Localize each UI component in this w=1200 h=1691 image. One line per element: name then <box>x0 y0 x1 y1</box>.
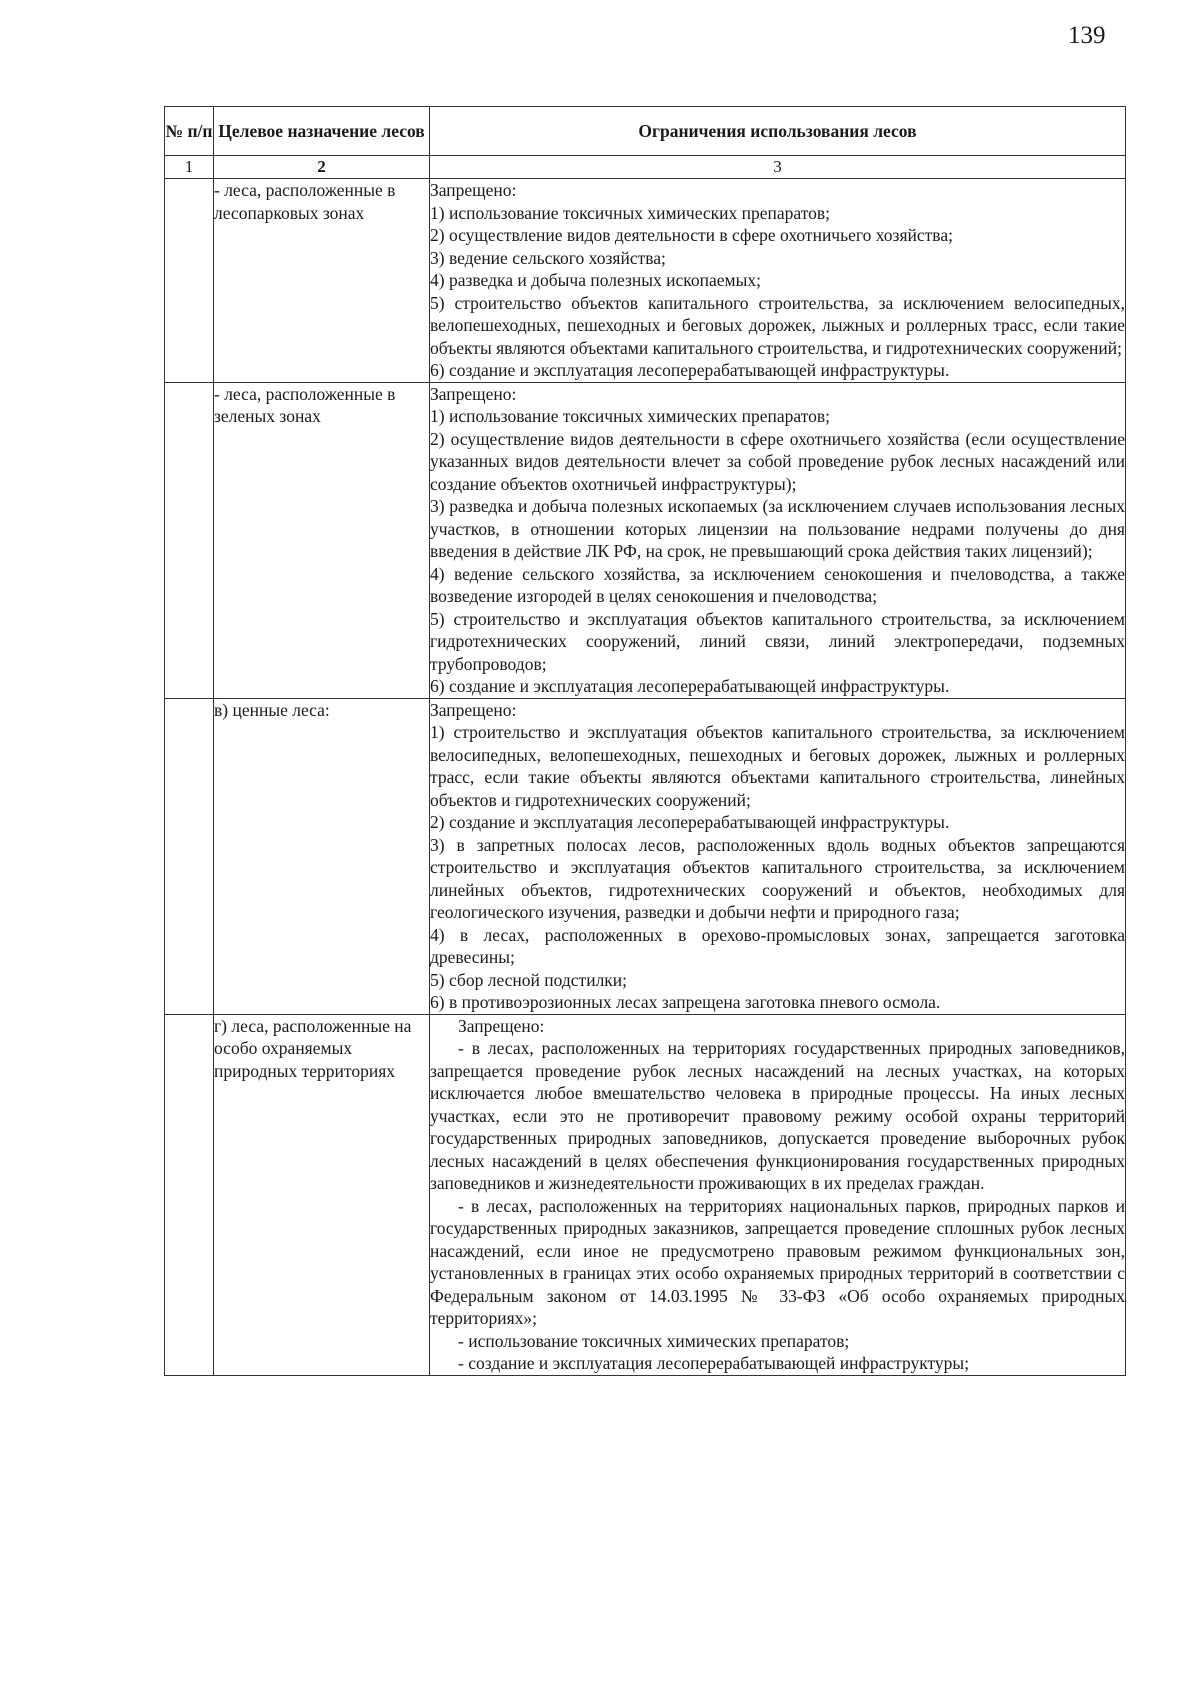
column-number: 3 <box>430 156 1126 179</box>
table-row <box>165 1014 1126 1375</box>
table-row <box>165 179 1126 383</box>
page-number: 139 <box>1068 22 1106 49</box>
restriction-item: - создание и эксплуатация лесоперерабатывающей инфраструктуры; <box>458 1353 970 1373</box>
restriction-item: Запрещено: <box>430 383 517 404</box>
header-purpose: Целевое назначение лесов <box>214 107 430 156</box>
restriction-item: Запрещено: <box>430 699 517 720</box>
restriction-item: 5) сбор лесной подстилки; <box>430 969 628 990</box>
restrictions-cell <box>430 382 1126 698</box>
restriction-item: 2) осуществление видов деятельности в сфере охотничьего хозяйства (если осуществление указанных видов деятельности влечет за собой проведение рубок лесных насаждений или создание объектов охотничьей инфраструктуры); <box>430 428 1125 494</box>
restriction-item: 4) разведка и добыча полезных ископаемых; <box>430 270 761 290</box>
restrictions-cell <box>430 1014 1126 1375</box>
restriction-item: 2) осуществление видов деятельности в сфере охотничьего хозяйства; <box>430 225 953 245</box>
restriction-item: 4) ведение сельского хозяйства, за исключением сенокошения и пчеловодства, а также возведение изгородей в целях сенокошения и пчеловодства; <box>430 563 1125 606</box>
restriction-item: Запрещено: <box>430 180 517 200</box>
purpose-cell: - леса, расположенные в лесопарковых зонах <box>214 179 430 383</box>
purpose-cell: г) леса, расположенные на особо охраняемых природных территориях <box>214 1014 430 1375</box>
restriction-item: - в лесах, расположенных на территориях национальных парков, природных парков и государственных природных заказников, запрещается проведение сплошных рубок лесных насаждений, если иное не предусмотрено правовым режимом функциональных зон, установленных в границах этих особо охраняемых природных территорий в соответствии с Федеральным законом от 14.03.1995 № 33-ФЗ «Об особо охраняемых природных территориях»; <box>430 1195 1125 1328</box>
restriction-item: 6) в противоэрозионных лесах запрещена заготовка пневого осмола. <box>430 992 941 1012</box>
restriction-item: 4) в лесах, расположенных в орехово-промысловых зонах, запрещается заготовка древесины; <box>430 924 1125 967</box>
restriction-item: - в лесах, расположенных на территориях государственных природных заповедников, запрещается проведение рубок лесных насаждений на лесных участках, на которых исключается любое вмешательство человека в природные процессы. На иных лесных участках, если это не противоречит правовому режиму особой охраны территорий государственных природных заповедников, допускается проведение выборочных рубок лесных насаждений в целях обеспечения функционирования государственных природных заповедников и жизнедеятельности проживающих в их пределах граждан. <box>430 1038 1125 1193</box>
column-number-row <box>165 156 1126 179</box>
column-number: 1 <box>165 156 214 179</box>
restriction-item: 6) создание и эксплуатация лесоперерабатывающей инфраструктуры. <box>430 360 950 380</box>
row-number-cell <box>165 1014 214 1375</box>
restriction-item: 1) использование токсичных химических препаратов; <box>430 406 831 426</box>
restriction-item: 3) ведение сельского хозяйства; <box>430 247 666 268</box>
restrictions-cell <box>430 179 1126 383</box>
purpose-cell: в) ценные леса: <box>214 698 430 1014</box>
restriction-item: 5) строительство объектов капитального строительства, за исключением велосипедных, велопешеходных, пешеходных и беговых дорожек, лыжных и роллерных трасс, если такие объекты являются объектами капитального строительства, и гидротехнических сооружений; <box>430 292 1125 358</box>
restriction-item: - использование токсичных химических препаратов; <box>458 1330 850 1351</box>
restrictions-table <box>164 106 1126 1376</box>
restriction-item: 3) разведка и добыча полезных ископаемых (за исключением случаев использования лесных участков, в отношении которых лицензии на пользование недрами получены до дня введения в действие ЛК РФ, на срок, не превышающий срока действия таких лицензий); <box>430 496 1125 561</box>
restriction-item: 3) в запретных полосах лесов, расположенных вдоль водных объектов запрещаются строительство и эксплуатация объектов капитального строительства, за исключением линейных объектов, гидротехнических сооружений и объектов, необходимых для геологического изучения, разведки и добычи нефти и природного газа; <box>430 834 1125 922</box>
table-row <box>165 382 1126 698</box>
column-number: 2 <box>214 156 430 179</box>
restriction-item: 5) строительство и эксплуатация объектов капитального строительства, за исключением гидротехнических сооружений, линий связи, линий электропередачи, подземных трубопроводов; <box>430 608 1125 674</box>
restriction-item: 6) создание и эксплуатация лесоперерабатывающей инфраструктуры. <box>430 676 950 696</box>
header-number: № п/п <box>165 107 214 156</box>
row-number-cell <box>165 179 214 383</box>
restriction-item: 1) использование токсичных химических препаратов; <box>430 202 831 223</box>
restriction-item: Запрещено: <box>458 1015 545 1036</box>
row-number-cell <box>165 382 214 698</box>
header-restrictions: Ограничения использования лесов <box>430 107 1126 156</box>
purpose-cell: - леса, расположенные в зеленых зонах <box>214 382 430 698</box>
restrictions-cell <box>430 698 1126 1014</box>
restriction-item: 1) строительство и эксплуатация объектов капитального строительства, за исключением велосипедных, велопешеходных, пешеходных и беговых дорожек, лыжных и роллерных трасс, если такие объекты являются объектами капитального строительства, линейных объектов и гидротехнических сооружений; <box>430 722 1125 810</box>
table-row <box>165 698 1126 1014</box>
table-header-row <box>165 107 1126 156</box>
row-number-cell <box>165 698 214 1014</box>
restriction-item: 2) создание и эксплуатация лесоперерабатывающей инфраструктуры. <box>430 812 950 832</box>
